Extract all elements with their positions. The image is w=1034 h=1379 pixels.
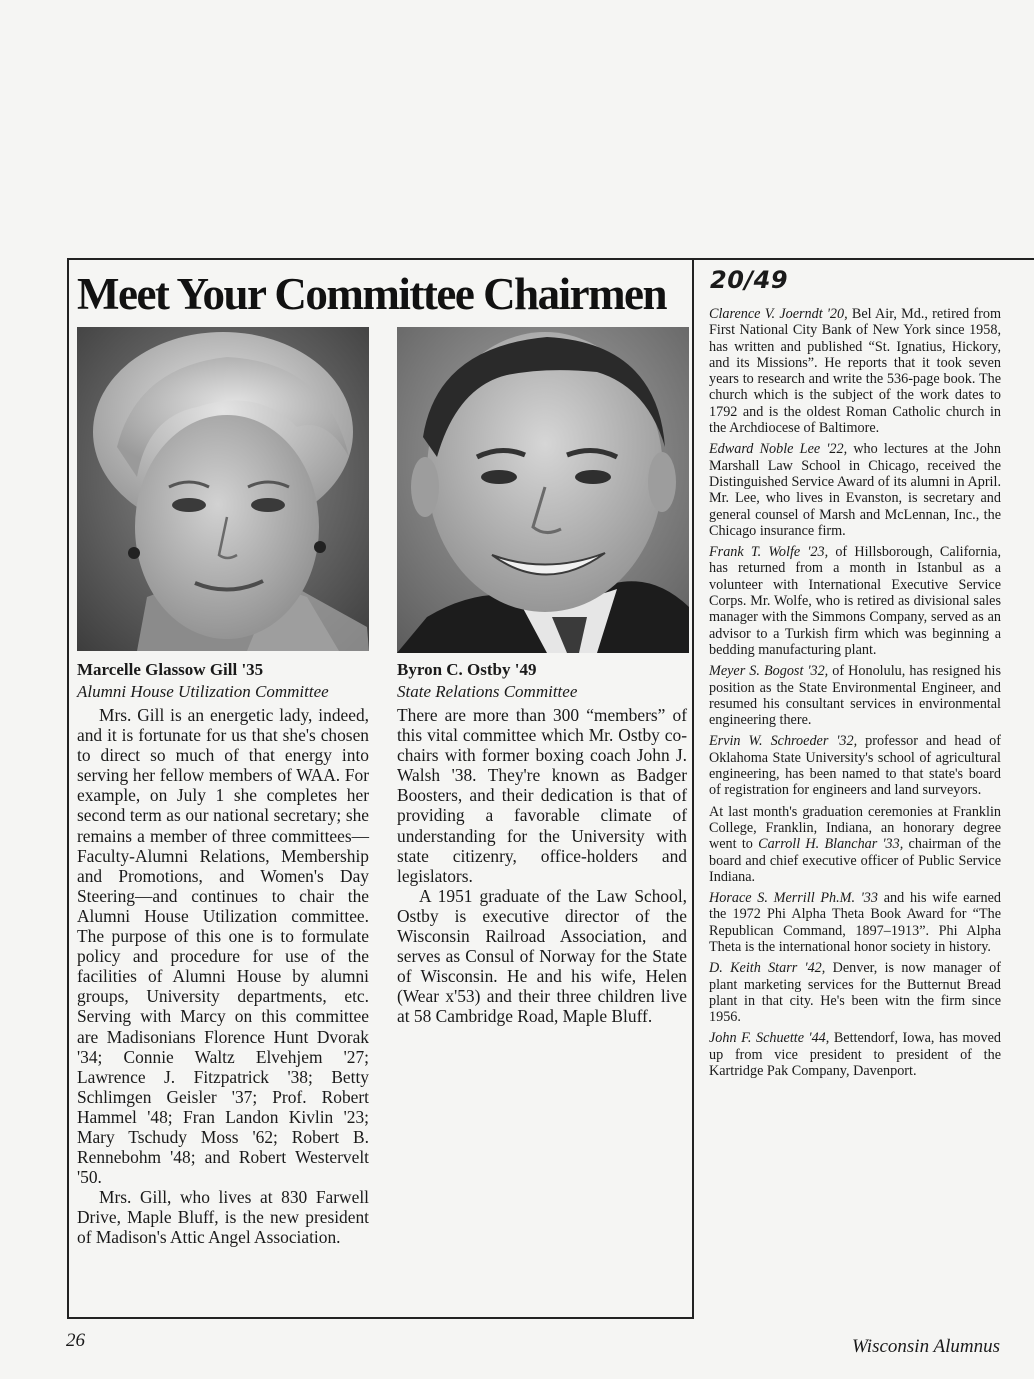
committee-name-gill: Alumni House Utilization Committee (77, 682, 329, 701)
article-text-gill (77, 705, 369, 1248)
portrait-photo-gill (77, 327, 369, 651)
page-number: 26 (66, 1330, 85, 1351)
article-text-ostby (397, 705, 687, 1027)
class-note: D. Keith Starr '42, Denver, is now manager of plant marketing services for the Butternut Bread plant in that city. He's been witn the firm since 1956. (709, 960, 1001, 1026)
paragraph: There are more than 300 “members” of this vital committee which Mr. Ostby co-chairs with former boxing coach John J. Walsh '38. They're known as Badger Boosters, and their dedication is that of providing a favorable climate of understanding for the University with state citizenry, office-holders and legislators. (397, 705, 687, 886)
class-notes-column (709, 306, 1001, 1084)
paragraph: Mrs. Gill is an energetic lady, indeed, and it is fortunate for us that she's chosen to direct so much of that energy into serving her fellow members of WAA. For example, on July 1 she completes her second term as our national secretary; she remains a member of three committees—Faculty-Alumni Relations, Membership and Promotions, and Women's Day Steering—and continues to chair the Alumni House Utilization committee. The purpose of this one is to formulate policy and procedure for use of the facilities of Alumni House by alumni groups, University departments, etc. Serving with Marcy on this committee are Madisonians Florence Hunt Dvorak '34; Connie Waltz Elvehjem '27; Lawrence J. Fitzpatrick '38; Betty Schlimgen Geisler '37; Prof. Robert Hammel '48; Fran Landon Kivlin '23; Mary Tschudy Moss '62; Robert B. Rennebohm '48; and Robert Westervelt '50. (77, 705, 369, 1188)
class-note: Edward Noble Lee '22, who lectures at the John Marshall Law School in Chicago, received the Distinguished Service Award of its alumni in April. Mr. Lee, who lives in Evanston, is secretary and general counsel of Marsh and McLennan, Inc., the Chicago insurance firm. (709, 441, 1001, 539)
paragraph: A 1951 graduate of the Law School, Ostby is executive director of the Wisconsin Railroad Association, and serves as Consul of Norway for the State of Wisconsin. He and his wife, Helen (Wear x'53) and their three children live at 58 Cambridge Road, Maple Bluff. (397, 885, 687, 1027)
class-note: Ervin W. Schroeder '32, professor and head of Oklahoma State University's school of agricultural engineering, has been named to that state's board of registration for engineers and land surveyors. (709, 733, 1001, 799)
class-notes-heading: 20/49 (710, 266, 789, 294)
chairman-name-ostby: Byron C. Ostby '49 (397, 660, 537, 679)
publication-name: Wisconsin Alumnus (852, 1336, 1000, 1357)
class-note: Meyer S. Bogost '32, of Honolulu, has resigned his position as the State Environmental Engineer, and resumed his consultant services in environmental engineering there. (709, 663, 1001, 729)
class-note: Horace S. Merrill Ph.M. '33 and his wife earned the 1972 Phi Alpha Theta Book Award for “The Republican Command, 1897–1913”. Phi Alpha Theta is the international honor society in history. (709, 890, 1001, 955)
class-note: Frank T. Wolfe '23, of Hillsborough, California, has returned from a month in Istanbul as a volunteer with International Executive Service Corps. Mr. Wolfe, who is retired as divisional sales manager with the Simmons Company, served as an advisor to a Turkish firm which was beginning a bedding manufacturing plant. (709, 544, 1001, 658)
class-note: Clarence V. Joerndt '20, Bel Air, Md., retired from First National City Bank of New York since 1958, has written and published “St. Ignatius, Hickory, and its Missions”. He reports that it took seven years to research and write the 536-page book. The church which is the subject of the work dates to 1792 and is the oldest Roman Catholic church in the Archdiocese of Baltimore. (709, 306, 1001, 437)
committee-name-ostby: State Relations Committee (397, 682, 578, 701)
chairman-name-gill: Marcelle Glassow Gill '35 (77, 660, 264, 679)
class-note: At last month's graduation ceremonies at Franklin College, Franklin, Indiana, an honorary degree went to Carroll H. Blanchar '33, chairman of the board and chief executive officer of Public Service Indiana. (709, 803, 1001, 885)
portrait-photo-ostby (397, 327, 689, 653)
class-note: John F. Schuette '44, Bettendorf, Iowa, has moved up from vice president to president of the Kartridge Pak Company, Davenport. (709, 1030, 1001, 1080)
paragraph: Mrs. Gill, who lives at 830 Farwell Drive, Maple Bluff, is the new president of Madison's Attic Angel Association. (77, 1187, 369, 1248)
feature-headline: Meet Your Committee Chairmen (77, 269, 667, 319)
